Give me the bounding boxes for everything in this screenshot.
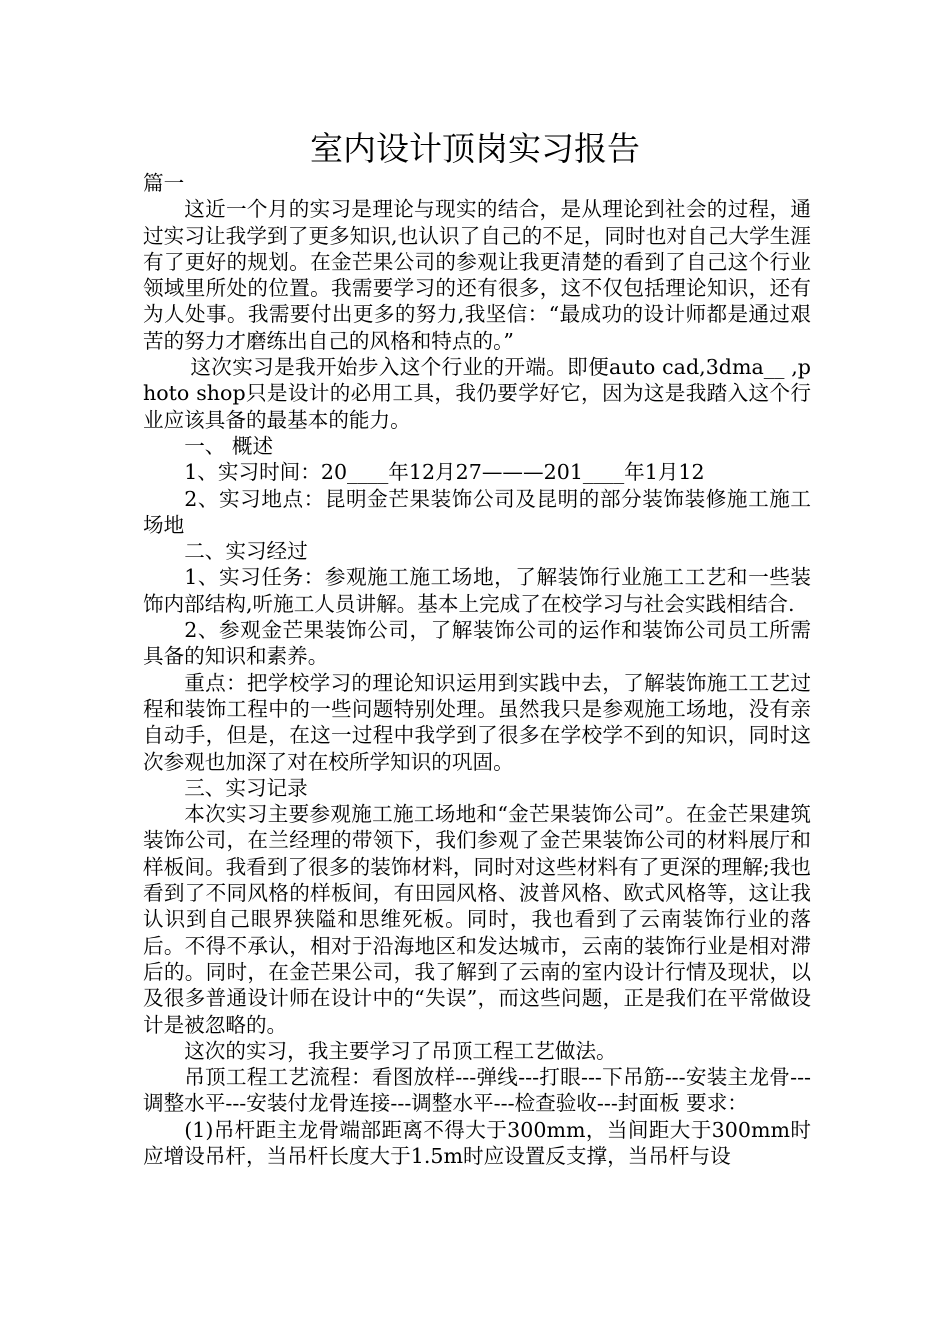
paragraph: 这近一个月的实习是理论与现实的结合，是从理论到社会的过程，通过实习让我学到了更多知识,也认识了自己的不足，同时也对自己大学生涯有了更好的规划。在金芒果公司的参观让我更清楚的看到了自己这个行业领域里所处的位置。我需要学习的还有很多，这不仅包括理论知识，还有为人处事。我需要付出更多的努力,我坚信：“最成功的设计师都是通过艰苦的努力才磨练出自己的风格和特点的。”: [143, 197, 811, 353]
paragraph: 这次实习是我开始步入这个行业的开端。即便auto cad,3dma__ ,photo shop只是设计的必用工具，我仍要学好它，因为这是我踏入这个行业应该具备的最基本的能力。: [143, 355, 811, 432]
paragraph: 重点：把学校学习的理论知识运用到实践中去，了解装饰施工工艺过程和装饰工程中的一些问题特别处理。虽然我只是参观施工场地，没有亲自动手，但是，在这一过程中我学到了很多在学校学不到的知识，同时这次参观也加深了对在校所学知识的巩固。: [143, 670, 811, 774]
paragraph: 本次实习主要参观施工施工场地和“金芒果装饰公司”。在金芒果建筑装饰公司，在兰经理的带领下，我们参观了金芒果装饰公司的材料展厅和样板间。我看到了很多的装饰材料，同时对这些材料有了更深的理解;我也看到了不同风格的样板间，有田园风格、波普风格、欧式风格等，这让我认识到自己眼界狭隘和思维死板。同时，我也看到了云南装饰行业的落后。不得不承认，相对于沿海地区和发达城市，云南的装饰行业是相对滞后的。同时，在金芒果公司，我了解到了云南的室内设计行情及现状，以及很多普通设计师在设计中的“失误”，而这些问题，正是我们在平常做设计是被忽略的。: [143, 802, 811, 1037]
paragraph: 1、实习时间：20____年12月27———201____年1月12: [184, 460, 705, 485]
section-heading: 一、 概述: [184, 433, 274, 458]
paragraph: 2、参观金芒果装饰公司，了解装饰公司的运作和装饰公司员工所需具备的知识和素养。: [143, 618, 811, 669]
paragraph: 2、实习地点：昆明金芒果装饰公司及昆明的部分装饰装修施工施工场地: [143, 486, 811, 537]
section-label: 篇一: [143, 171, 185, 195]
paragraph: (1)吊杆距主龙骨端部距离不得大于300mm，当间距大于300mm时应增设吊杆，当吊杆长度大于1.5m时应设置反支撑，当吊杆与设: [143, 1117, 811, 1168]
document-body: [143, 170, 811, 1169]
paragraph: 这次的实习，我主要学习了吊顶工程工艺做法。: [184, 1038, 617, 1063]
section-heading: 三、实习记录: [184, 775, 308, 800]
document-title: 室内设计顶岗实习报告: [310, 129, 640, 168]
paragraph: 吊顶工程工艺流程：看图放样---弹线---打眼---下吊筋---安装主龙骨---调整水平---安装付龙骨连接---调整水平---检查验收---封面板 要求：: [143, 1065, 811, 1116]
paragraph: 1、实习任务：参观施工施工场地，了解装饰行业施工工艺和一些装饰内部结构,听施工人员讲解。基本上完成了在校学习与社会实践相结合.: [143, 565, 811, 616]
section-heading: 二、实习经过: [184, 539, 308, 564]
